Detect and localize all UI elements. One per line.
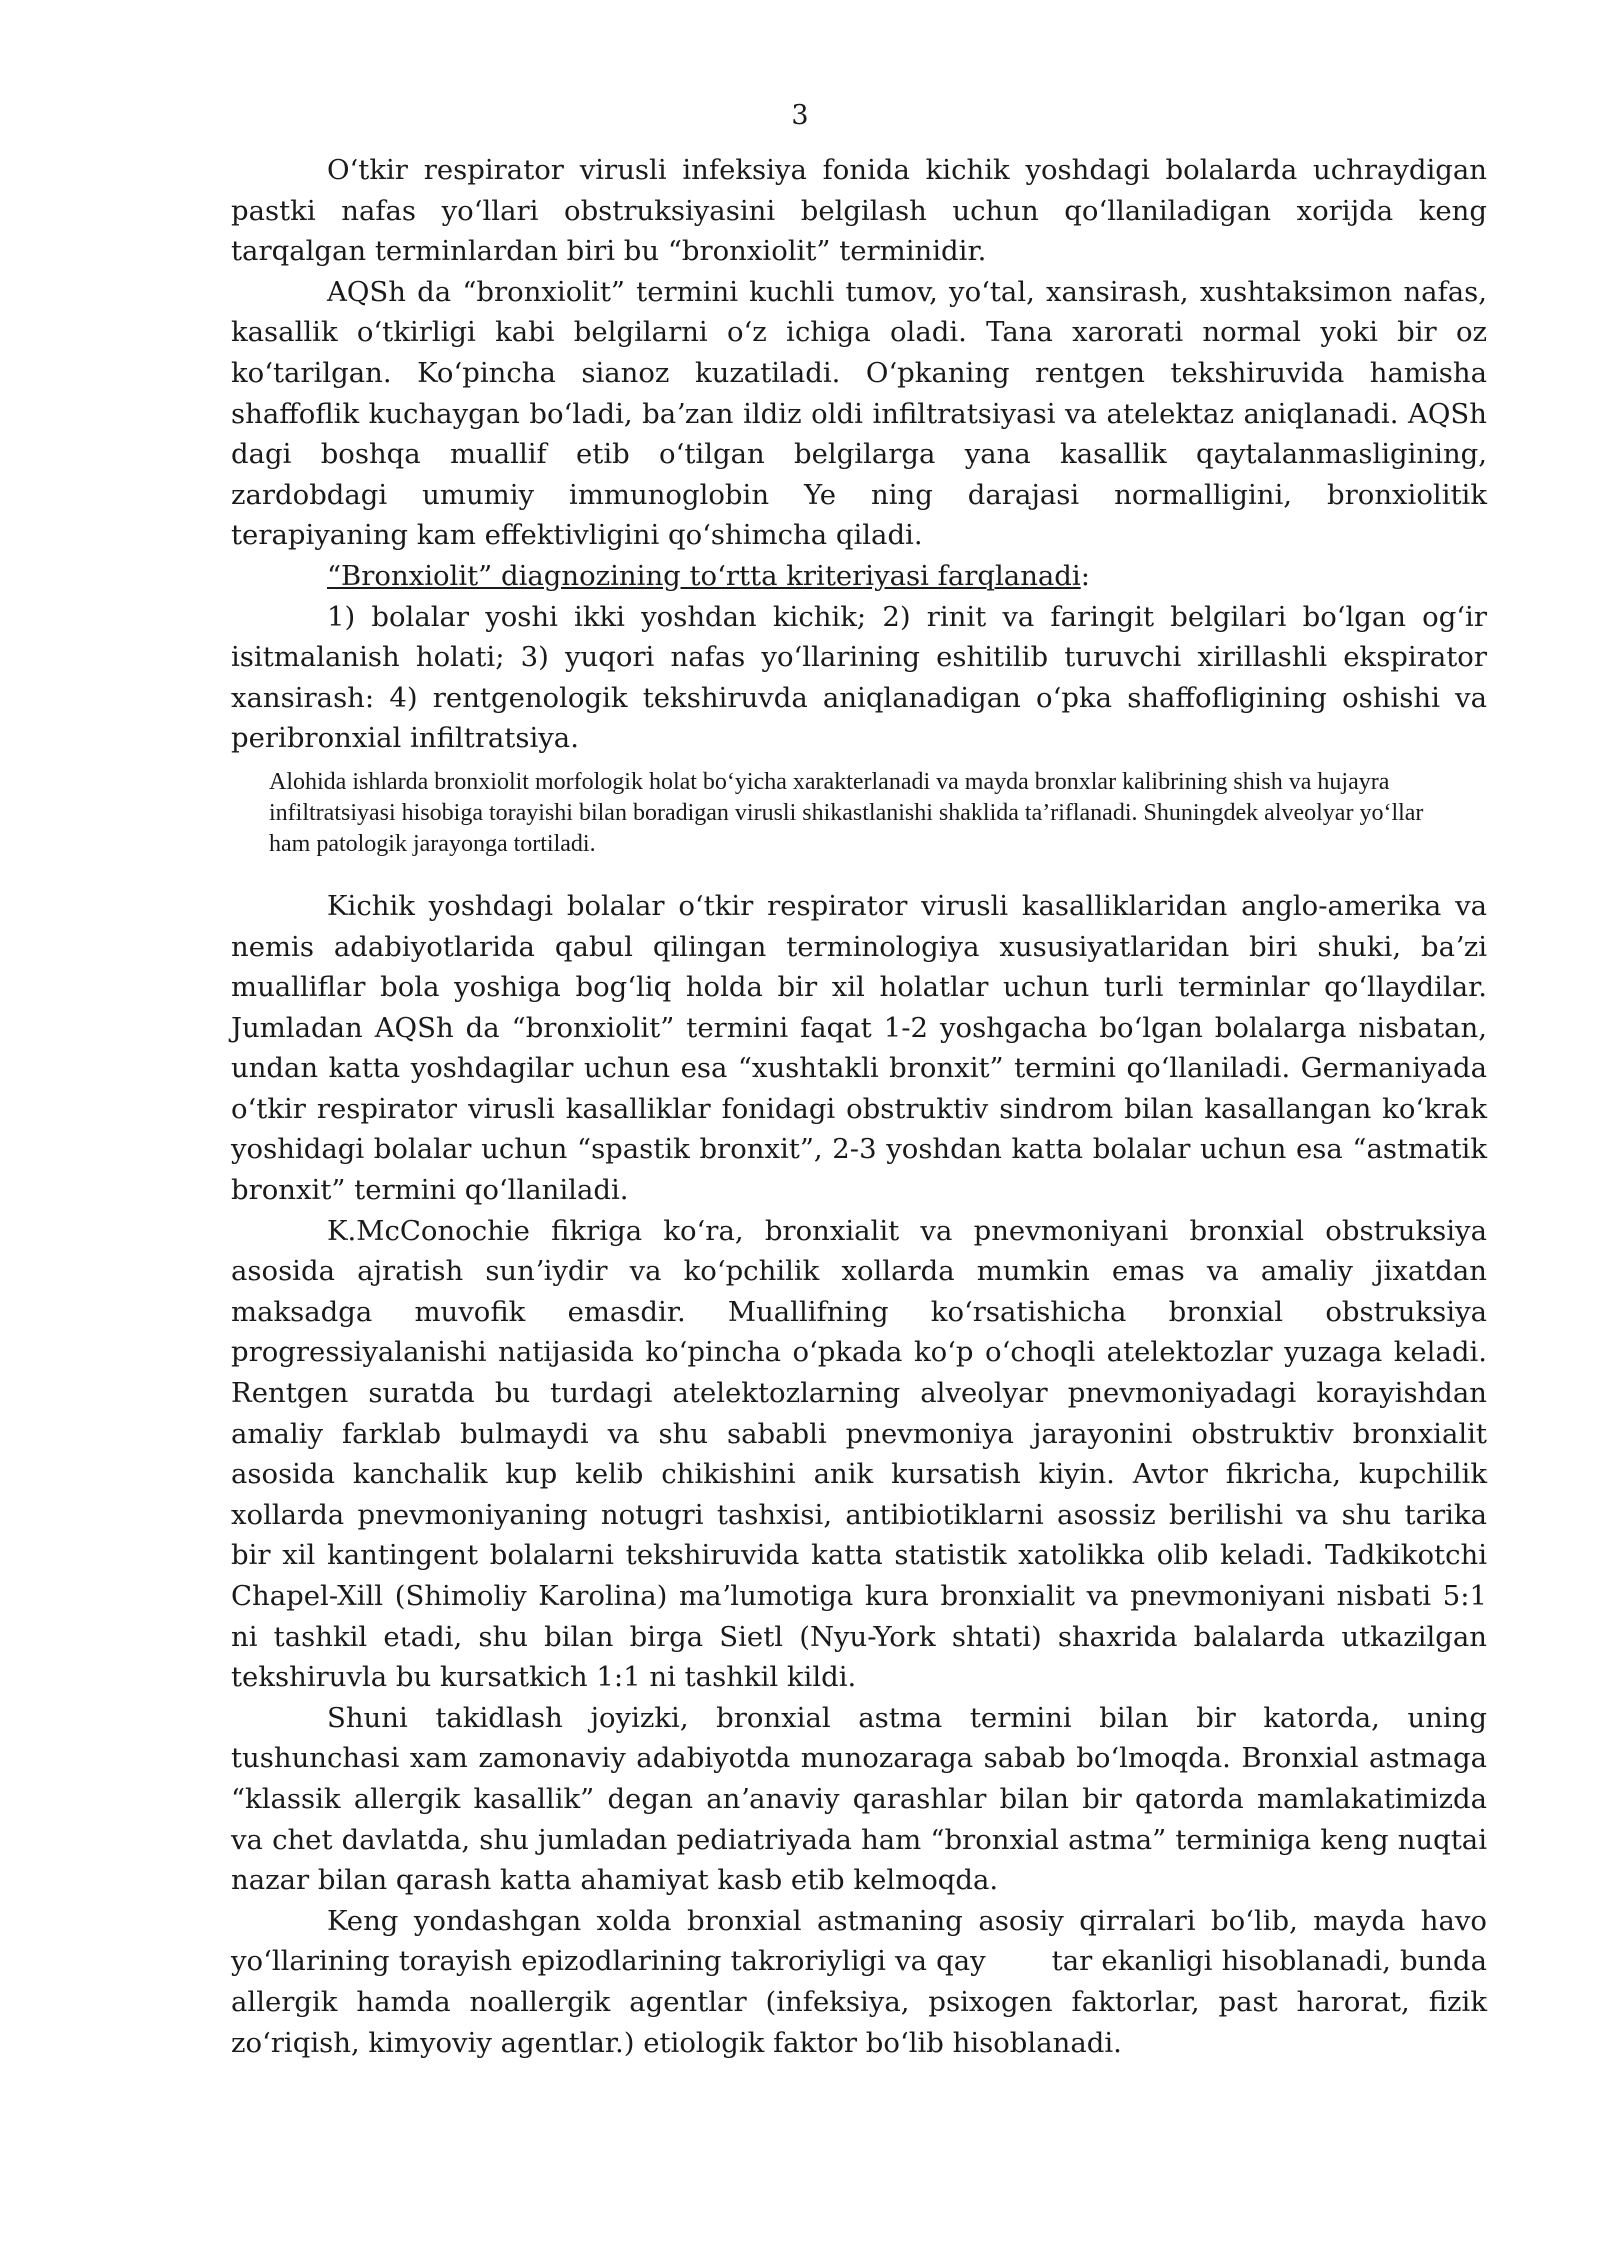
asthma-features-part-2: tar ekanligi hisoblanadi, bunda allergik hamda noallergik agentlar (infeksiya, psixogen faktorlar, past harorat, fizik zoʻriqish, kimyoviy agentlar.) etiologik faktor boʻlib hisoblanadi. xyxy=(231,1945,1487,2059)
criteria-heading-underlined: “Bronxiolit” diagnozining toʻrtta kriteriyasi farqlanadi xyxy=(327,559,1081,592)
paragraph-criteria-list: 1) bolalar yoshi ikki yoshdan kichik; 2) rinit va faringit belgilari boʻlgan ogʻir isitmalanish holati; 3) yuqori nafas yoʻllarining eshitilib turuvchi xirillashli ekspirator xansirash: 4) rentgenologik tekshiruvda aniqlanadigan oʻpka shaffofligining oshishi va peribronxial infiltratsiya. xyxy=(231,600,1487,755)
criteria-heading-colon: : xyxy=(1080,559,1090,592)
paragraph-asthma-features xyxy=(231,1901,1487,2063)
paragraph-terminology: Kichik yoshdagi bolalar oʻtkir respirator virusli kasalliklaridan anglo-amerika va nemis adabiyotlarida qabul qilingan terminologiya xususiyatlaridan biri shuki, baʼzi mualliflar bola yoshiga bogʻliq holda bir xil holatlar uchun turli terminlar qoʻllaydilar. Jumladan AQSh da “bronxiolit” termini faqat 1-2 yoshgacha boʻlgan bolalarga nisbatan, undan katta yoshdagilar uchun esa “xushtakli bronxit” termini qoʻllaniladi. Germaniyada oʻtkir respirator virusli kasalliklar fonidagi obstruktiv sindrom bilan kasallangan koʻkrak yoshidagi bolalar uchun “spastik bronxit”, 2-3 yoshdan katta bolalar uchun esa “astmatik bronxit” termini qoʻllaniladi. xyxy=(231,889,1487,1207)
paragraph-usa-definition: AQSh da “bronxiolit” termini kuchli tumov, yoʻtal, xansirash, xushtaksimon nafas, kasallik oʻtkirligi kabi belgilarni oʻz ichiga oladi. Tana xarorati normal yoki bir oz koʻtarilgan. Koʻpincha sianoz kuzatiladi. Oʻpkaning rentgen tekshiruvida hamisha shaffoflik kuchaygan boʻladi, baʼzan ildiz oldi infiltratsiyasi va atelektaz aniqlanadi. AQSh dagi boshqa muallif etib oʻtilgan belgilarga yana kasallik qaytalanmasligining, zardobdagi umumiy immunoglobin Ye ning darajasi normalligini, bronxiolitik terapiyaning kam effektivligini qoʻshimcha qiladi. xyxy=(231,275,1487,552)
paragraph-criteria-heading xyxy=(231,556,1487,597)
paragraph-mcconochie: K.McConochie fikriga koʻra, bronxialit va pnevmoniyani bronxial obstruksiya asosida ajratish sunʼiydir va koʻpchilik xollarda mumkin emas va amaliy jixatdan maksadga muvofik emasdir. Muallifning koʻrsatishicha bronxial obstruksiya progressiyalanishi natijasida koʻpincha oʻpkada koʻp oʻchoqli atelektozlar yuzaga keladi. Rentgen suratda bu turdagi atelektozlarning alveolyar pnevmoniyadagi korayishdan amaliy farklab bulmaydi va shu sababli pnevmoniya jarayonini obstruktiv bronxialit asosida kanchalik kup kelib chikishini anik kursatish kiyin. Avtor fikricha, kupchilik xollarda pnevmoniyaning notugri tashxisi, antibiotiklarni asossiz berilishi va shu tarika bir xil kantingent bolalarni tekshiruvida katta statistik xatolikka olib keladi. Tadkikotchi Chapel-Xill (Shimoliy Karolina) maʼlumotiga kura bronxialit va pnevmoniyani nisbati 5:1 ni tashkil etadi, shu bilan birga Sietl (Nyu-York shtati) shaxrida balalarda utkazilgan tekshiruvla bu kursatkich 1:1 ni tashkil kildi. xyxy=(231,1214,1487,1694)
asthma-features-part-1: Keng yondashgan xolda bronxial astmaning asosiy qirralari boʻlib, mayda havo yoʻllarining torayish epizodlarining takroriyligi va qay xyxy=(231,1904,1487,1978)
morphology-note: Alohida ishlarda bronxiolit morfologik holat boʻyicha xarakterlanadi va mayda bronxlar kalibrining shish va hujayra infiltratsiyasi hisobiga torayishi bilan boradigan virusli shikastlanishi shaklida taʼriflanadi. Shuningdek alveolyar yoʻllar ham patologik jarayonga tortiladi. xyxy=(269,768,1424,857)
page-number: 3 xyxy=(791,100,809,131)
document-body xyxy=(231,150,1487,2063)
paragraph-bronchiolitis-intro: Oʻtkir respirator virusli infeksiya fonida kichik yoshdagi bolalarda uchraydigan pastki nafas yoʻllari obstruksiyasini belgilash uchun qoʻllaniladigan xorijda keng tarqalgan terminlardan biri bu “bronxiolit” terminidir. xyxy=(231,154,1487,268)
paragraph-bronchial-asthma: Shuni takidlash joyizki, bronxial astma termini bilan bir katorda, uning tushunchasi xam zamonaviy adabiyotda munozaraga sabab boʻlmoqda. Bronxial astmaga “klassik allergik kasallik” degan anʼanaviy qarashlar bilan bir qatorda mamlakatimizda va chet davlatda, shu jumladan pediatriyada ham “bronxial astma” terminiga keng nuqtai nazar bilan qarash katta ahamiyat kasb etib kelmoqda. xyxy=(231,1701,1487,1897)
